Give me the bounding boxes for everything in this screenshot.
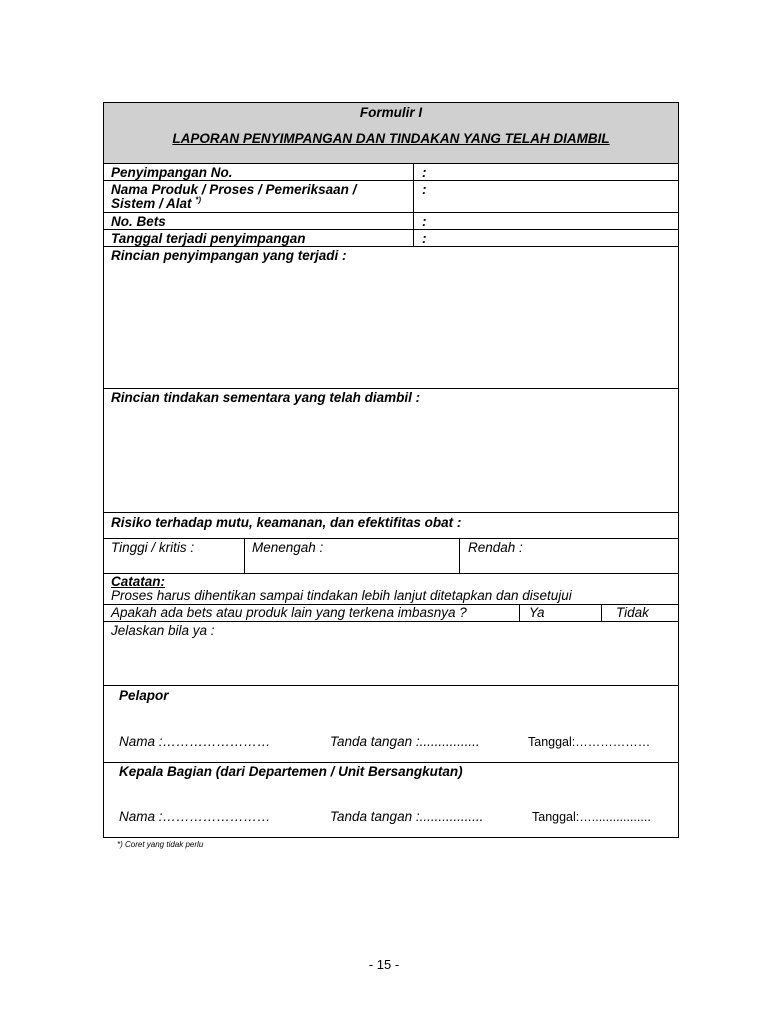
footnote: *) Coret yang tidak perlu [117, 840, 204, 849]
jelaskan-section [104, 621, 678, 685]
rincian-tindakan-section [104, 388, 678, 512]
footnote-mark: *) [195, 195, 202, 205]
field-label: Tanggal terjadi penyimpangan [111, 231, 306, 246]
catatan-label: Catatan: [111, 574, 166, 589]
option-ya: Ya [529, 605, 545, 620]
field-colon: : [422, 182, 427, 197]
kepala-tanda-tangan: Tanda tangan :................. [330, 809, 484, 824]
pelapor-tanda-tangan: Tanda tangan :................ [330, 734, 480, 749]
bets-lain-question: Apakah ada bets atau produk lain yang terkena imbasnya ? [111, 605, 467, 620]
risiko-label: Risiko terhadap mutu, keamanan, dan efektifitas obat : [111, 515, 462, 530]
catatan-section [104, 573, 678, 604]
field-label: Penyimpangan No. [111, 165, 233, 180]
risiko-levels-row [104, 538, 678, 573]
field-label-line2: Sistem / Alat *) [111, 195, 202, 211]
pelapor-tanggal: Tanggal:……………… [528, 735, 651, 749]
field-colon: : [422, 231, 427, 246]
pelapor-label: Pelapor [119, 688, 169, 703]
deviation-report-form [103, 102, 679, 838]
kepala-nama: Nama :…………………… [119, 809, 271, 824]
field-row-tanggal [104, 229, 678, 246]
field-row-nama-produk [104, 180, 678, 212]
bets-lain-row [104, 604, 678, 621]
form-subtitle: LAPORAN PENYIMPANGAN DAN TINDAKAN YANG TELAH DIAMBIL [172, 131, 610, 146]
kepala-bagian-label: Kepala Bagian (dari Departemen / Unit Bersangkutan) [119, 764, 463, 779]
field-label: No. Bets [111, 214, 166, 229]
kepala-bagian-section [104, 762, 678, 839]
risiko-tinggi: Tinggi / kritis : [111, 540, 195, 555]
pelapor-nama: Nama :…………………… [119, 734, 271, 749]
risiko-menengah: Menengah : [252, 540, 324, 555]
rincian-penyimpangan-section [104, 246, 678, 388]
field-label-line1: Nama Produk / Proses / Pemeriksaan / [111, 182, 357, 197]
form-header [104, 103, 678, 163]
rincian-tindakan-label: Rincian tindakan sementara yang telah diambil : [111, 390, 421, 405]
jelaskan-label: Jelaskan bila ya : [111, 623, 215, 638]
field-row-penyimpangan-no [104, 163, 678, 180]
form-title: Formulir I [359, 105, 423, 120]
option-tidak: Tidak [616, 605, 649, 620]
catatan-text: Proses harus dihentikan sampai tindakan lebih lanjut ditetapkan dan disetujui [111, 588, 572, 603]
page-number: - 15 - [368, 957, 400, 972]
kepala-tanggal: Tanggal:…................. [532, 810, 651, 824]
risiko-section [104, 512, 678, 538]
field-row-no-bets [104, 212, 678, 229]
field-colon: : [422, 165, 427, 180]
risiko-rendah: Rendah : [468, 540, 523, 555]
rincian-penyimpangan-label: Rincian penyimpangan yang terjadi : [111, 248, 347, 263]
pelapor-section [104, 685, 678, 762]
field-colon: : [422, 214, 427, 229]
